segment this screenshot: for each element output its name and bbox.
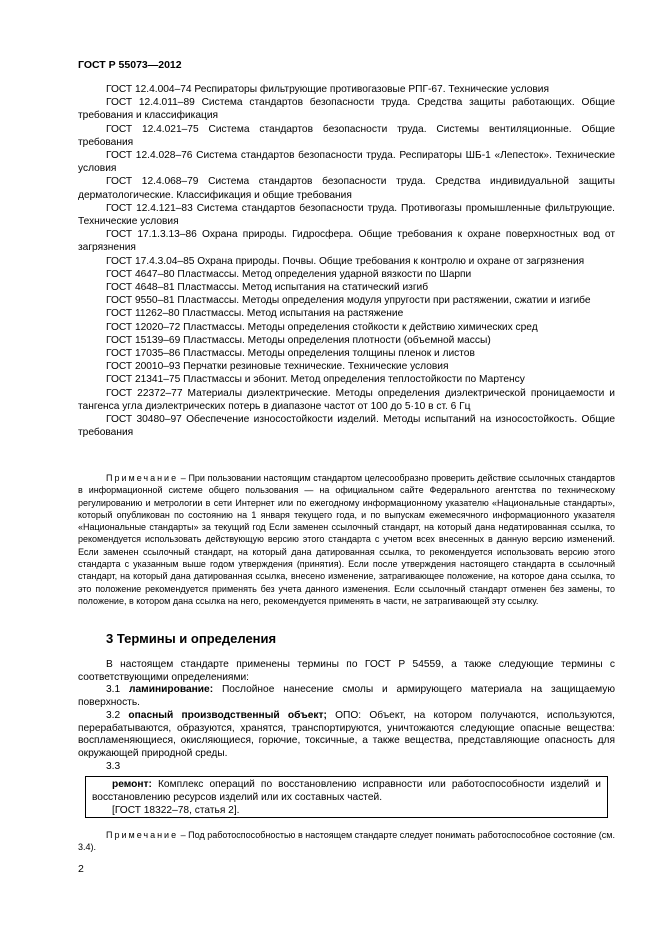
reference-item: ГОСТ 20010–93 Перчатки резиновые технические. Технические условия [106,361,449,373]
reference-item: ГОСТ 15139–69 Пластмассы. Методы определения плотности (объемной массы) [106,334,491,346]
reference-item: ГОСТ 22372–77 Материалы диэлектрические. Методы определения диэлектрической проницаемости и тангенса угла диэлектрических потерь в диапазоне частот от 100 до 5·10 в ст. 6 Гц [78,387,615,412]
term-number: 3.1 [106,684,121,696]
term-3-3-number: 3.3 [106,760,121,772]
term-name: опасный производственный объект; [128,709,327,721]
term-source: [ГОСТ 18322–78, статья 2]. [112,804,240,816]
note-terms [78,829,615,854]
reference-item: ГОСТ 12.4.021–75 Система стандартов безопасности труда. Системы вентиляционные. Общие требования [78,123,615,148]
reference-item: ГОСТ 21341–75 Пластмассы и эбонит. Метод определения теплостойкости по Мартенсу [106,374,525,386]
reference-item: ГОСТ 4647–80 Пластмассы. Метод определения ударной вязкости по Шарпи [106,268,472,280]
terms-section [78,659,615,773]
reference-item: ГОСТ 12.4.068–79 Система стандартов безопасности труда. Средства индивидуальной защиты дерматологические. Классификация и общие требования [78,176,615,201]
reference-item: ГОСТ 9550–81 Пластмассы. Методы определения модуля упругости при растяжении, сжатии и изгибе [106,295,591,307]
term-3-2 [78,710,615,761]
note-label: Примечание [106,830,179,840]
term-definition: Послойное нанесение смолы и армирующего материала на защищаемую поверхность. [78,684,615,709]
note-text: – Под работоспособностью в настоящем стандарте следует понимать работоспособное состояние (см. 3.4). [78,830,615,853]
reference-item: ГОСТ 12.4.011–89 Система стандартов безопасности труда. Средства защиты работающих. Общие требования и классификация [78,97,615,122]
reference-item: ГОСТ 12.4.028–76 Система стандартов безопасности труда. Респираторы ШБ-1 «Лепесток». Технические условия [78,150,615,175]
reference-item: ГОСТ 4648–81 Пластмассы. Метод испытания на статический изгиб [106,282,429,294]
reference-item: ГОСТ 12.4.121–83 Система стандартов безопасности труда. Противогазы промышленные фильтрующие. Технические условия [78,202,615,228]
reference-item: ГОСТ 17.4.3.04–85 Охрана природы. Почвы. Общие требования к контролю и охране от загрязнения [106,255,585,267]
reference-item: ГОСТ 30480–97 Обеспечение износостойкости изделий. Методы испытаний на износостойкость. Общие требования [78,414,615,439]
term-definition: Комплекс операций по восстановлению исправности или работоспособности изделий и восстановлению ресурсов изделий или их составных частей. [92,779,601,803]
section-title: 3 Термины и определения [106,631,277,646]
term-definition: ОПО: Объект, на котором получаются, используются, перерабатываются, образуются, хранятся, транспортируются, уничтожаются следующие опасные вещества: воспламеняющиеся, окисляющиеся, горючие, токсичные, а также вещества, представляющие опасность для окружающей природной среды. [78,709,615,759]
term-number: 3.2 [106,709,121,721]
note-references [78,472,615,607]
document-header: ГОСТ Р 55073—2012 [78,59,182,71]
reference-item: ГОСТ 12020–72 Пластмассы. Методы определения стойкости к действию химических сред [106,321,538,333]
term-name: ремонт: [112,779,152,790]
term-3-1 [78,684,615,709]
term-3-3-box [85,776,608,818]
term-3-3 [92,779,601,805]
terms-intro: В настоящем стандарте применены термины по ГОСТ Р 54559, а также следующие термины с соответствующими определениями: [78,659,615,683]
note-text: – При пользовании настоящим стандартом целесообразно проверить действие ссылочных стандартов в информационной системе общего пользования — на официальном сайте Федерального агентства по техническому регулированию и метрологии в сети Интернет или по ежегодному информационному указателю «Национальные стандарты», который опубликован по состоянию на 1 января текущего года, и по выпускам ежемесячного информационного указателя «Национальные стандарты» за текущий год Если заменен ссылочный стандарт, на который дана недатированная ссылка, то рекомендуется использовать действующую версию этого стандарта с учетом всех внесенных в данную версию изменений. Если заменен ссылочный стандарт, на который дана датированная ссылка, то рекомендуется использовать версию этого стандарта с указанным выше годом утверждения (принятия). Если после утверждения настоящего стандарта в ссылочный стандарт, на который дана датированная ссылка, внесено изменение, затрагивающее положение, на которое дана ссылка, то это положение рекомендуется применять без учета данного изменения. Если ссылочный стандарт отменен без замены, то положение, в котором дана ссылка на него, рекомендуется применять в части, не затрагивающей эту ссылку. [78,473,615,606]
note-label: Примечание [106,473,179,483]
reference-item: ГОСТ 17.1.3.13–86 Охрана природы. Гидросфера. Общие требования к охране поверхностных вод от загрязнения [78,229,615,254]
reference-item: ГОСТ 11262–80 Пластмассы. Метод испытания на растяжение [106,308,404,320]
normative-references-list [78,83,615,439]
page-number: 2 [78,863,84,875]
reference-item: ГОСТ 12.4.004–74 Респираторы фильтрующие противогазовые РПГ-67. Технические условия [106,84,550,95]
reference-item: ГОСТ 17035–86 Пластмассы. Методы определения толщины пленок и листов [106,348,475,360]
term-name: ламинирование: [129,684,214,696]
